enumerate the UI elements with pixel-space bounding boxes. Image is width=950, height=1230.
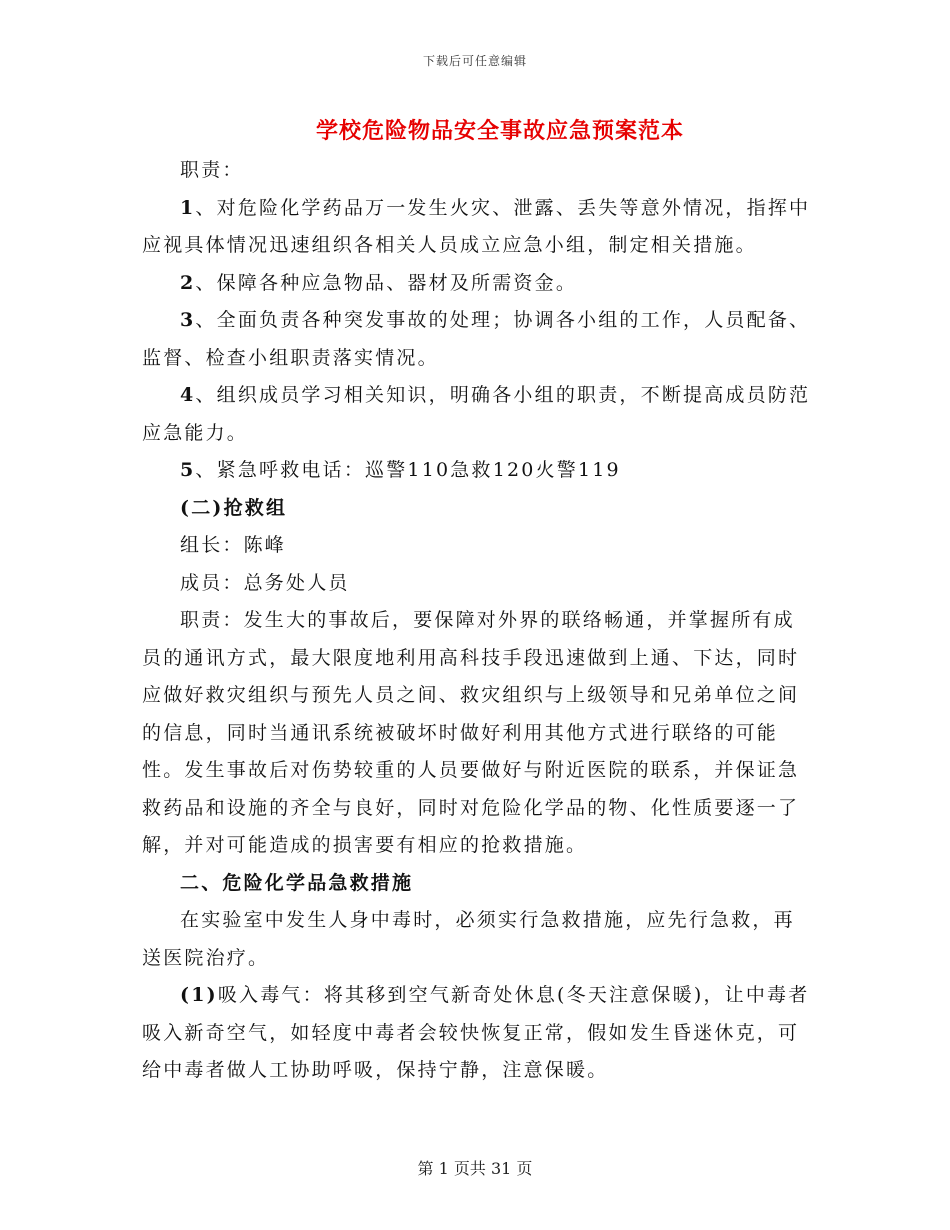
document-title: 学校危险物品安全事故应急预案范本 <box>315 118 684 144</box>
paragraph-item-1: 1、对危险化学药品万一发生火灾、泄露、丢失等意外情况，指挥中应视具体情况迅速组织各相关人员成立应急小组，制定相关措施。 <box>142 196 811 256</box>
paragraph-item-4: 4、组织成员学习相关知识，明确各小组的职责，不断提高成员防范应急能力。 <box>142 384 811 444</box>
paragraph-duty-label: 职责： <box>180 159 244 181</box>
page-footer: 第 1 页共 31 页 <box>417 1159 533 1178</box>
paragraph-item-5: 5、紧急呼救电话：巡警110急救120火警119 <box>180 459 621 481</box>
paragraph-inhalation: (1)吸入毒气：将其移到空气新奇处休息(冬天注意保暖)，让中毒者吸入新奇空气，如轻度中毒者会较快恢复正常，假如发生昏迷休克，可给中毒者做人工协助呼吸，保持宁静，注意保暖。 <box>142 984 810 1081</box>
paragraph-members: 成员：总务处人员 <box>180 571 350 594</box>
document-body <box>142 152 812 1090</box>
section-heading-rescue-group: (二)抢救组 <box>180 496 288 519</box>
paragraph-first-aid-intro: 在实验室中发生人身中毒时，必须实行急救措施，应先行急救，再送医院治疗。 <box>142 909 795 969</box>
paragraph-item-2: 2、保障各种应急物品、器材及所需资金。 <box>180 271 578 294</box>
page-header: 下载后可任意编辑 <box>422 54 527 68</box>
section-heading-first-aid: 二、危险化学品急救措施 <box>180 871 414 894</box>
paragraph-item-3: 3、全面负责各种突发事故的处理；协调各小组的工作，人员配备、监督、检查小组职责落实情况。 <box>142 309 811 369</box>
paragraph-rescue-duties: 职责：发生大的事故后，要保障对外界的联络畅通，并掌握所有成员的通讯方式，最大限度地利用高科技手段迅速做到上通、下达，同时应做好救灾组织与预先人员之间、救灾组织与上级领导和兄弟单位之间的信息，同时当通讯系统被破坏时做好利用其他方式进行联络的可能性。发生事故后对伤势较重的人员要做好与附近医院的联系，并保证急救药品和设施的齐全与良好，同时对危险化学品的物、化性质要逐一了解，并对可能造成的损害要有相应的抢救措施。 <box>142 609 800 856</box>
paragraph-group-leader: 组长：陈峰 <box>180 534 287 556</box>
